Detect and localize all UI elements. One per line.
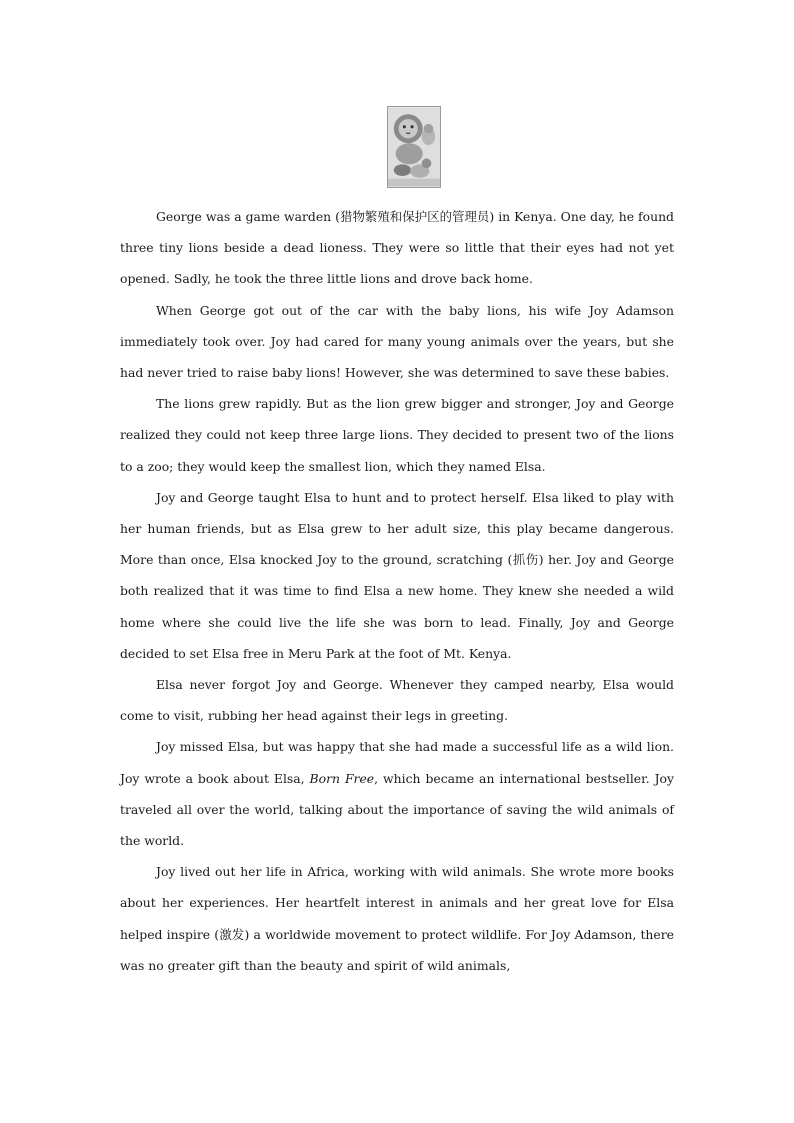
book-title: Born Free [309,770,375,786]
lion-illustration [387,106,441,188]
paragraph-7: Joy lived out her life in Africa, working with wild animals. She wrote more books about her experiences. Her heartfelt interest in animals and her great love for Elsa helped inspire (激发) a worldwide movement to protect wildlife. For Joy Adamson, there was no greater gift than the beauty and spirit of wild animals, [120,864,674,973]
paragraph-6-start: Joy missed Elsa, but was happy that she had made a successful life as a wild lion. Joy wrote a book about Elsa, [120,739,674,786]
paragraph-3: The lions grew rapidly. But as the lion grew bigger and stronger, Joy and George realized they could not keep three large lions. They decided to present two of the lions to a zoo; they would keep the smallest lion, which they named Elsa. [120,396,674,474]
paragraph-6 [120,731,674,856]
paragraph-6-end: , which became an international bestseller. Joy traveled all over the world, talking about the importance of saving the wild animals of the world. [120,770,674,849]
paragraph-4: Joy and George taught Elsa to hunt and to protect herself. Elsa liked to play with her human friends, but as Elsa grew to her adult size, this play became dangerous. More than once, Elsa knocked Joy to the ground, scratching (抓伤) her. Joy and George both realized that it was time to find Elsa a new home. They knew she needed a wild home where she could live the life she was born to lead. Finally, Joy and George decided to set Elsa free in Meru Park at the foot of Mt. Kenya. [120,489,674,661]
article-body [120,201,674,981]
paragraph-5: Elsa never forgot Joy and George. Whenever they camped nearby, Elsa would come to visit, rubbing her head against their legs in greeting. [120,677,674,724]
paragraph-2: When George got out of the car with the baby lions, his wife Joy Adamson immediately took over. Joy had cared for many young animals over the years, but she had never tried to raise baby lions! However, she was determined to save these babies. [120,302,674,381]
lion-illustration-icon [388,107,440,187]
paragraph-1: George was a game warden (猎物繁殖和保护区的管理员) in Kenya. One day, he found three tiny lions beside a dead lioness. They were so little that their eyes had not yet opened. Sadly, he took the three little lions and drove back home. [120,209,674,287]
